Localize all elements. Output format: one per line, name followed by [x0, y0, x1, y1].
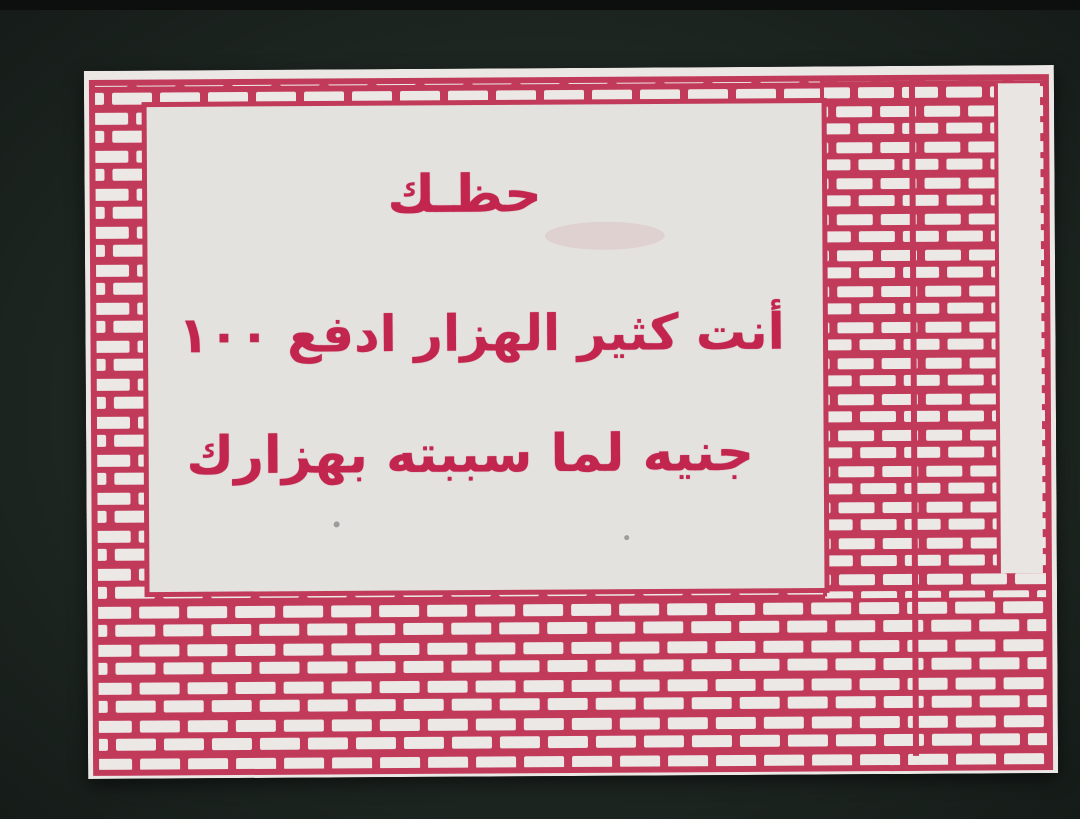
printed-card: [84, 65, 1058, 779]
message-line-body: جنيه لما سببته بهزارك: [186, 422, 755, 487]
card-message: [146, 104, 825, 594]
message-line-title: حظـك: [387, 164, 542, 226]
message-line-body: أنت كثير الهزار ادفع ١٠٠: [177, 302, 785, 365]
top-bar: [0, 0, 1080, 10]
